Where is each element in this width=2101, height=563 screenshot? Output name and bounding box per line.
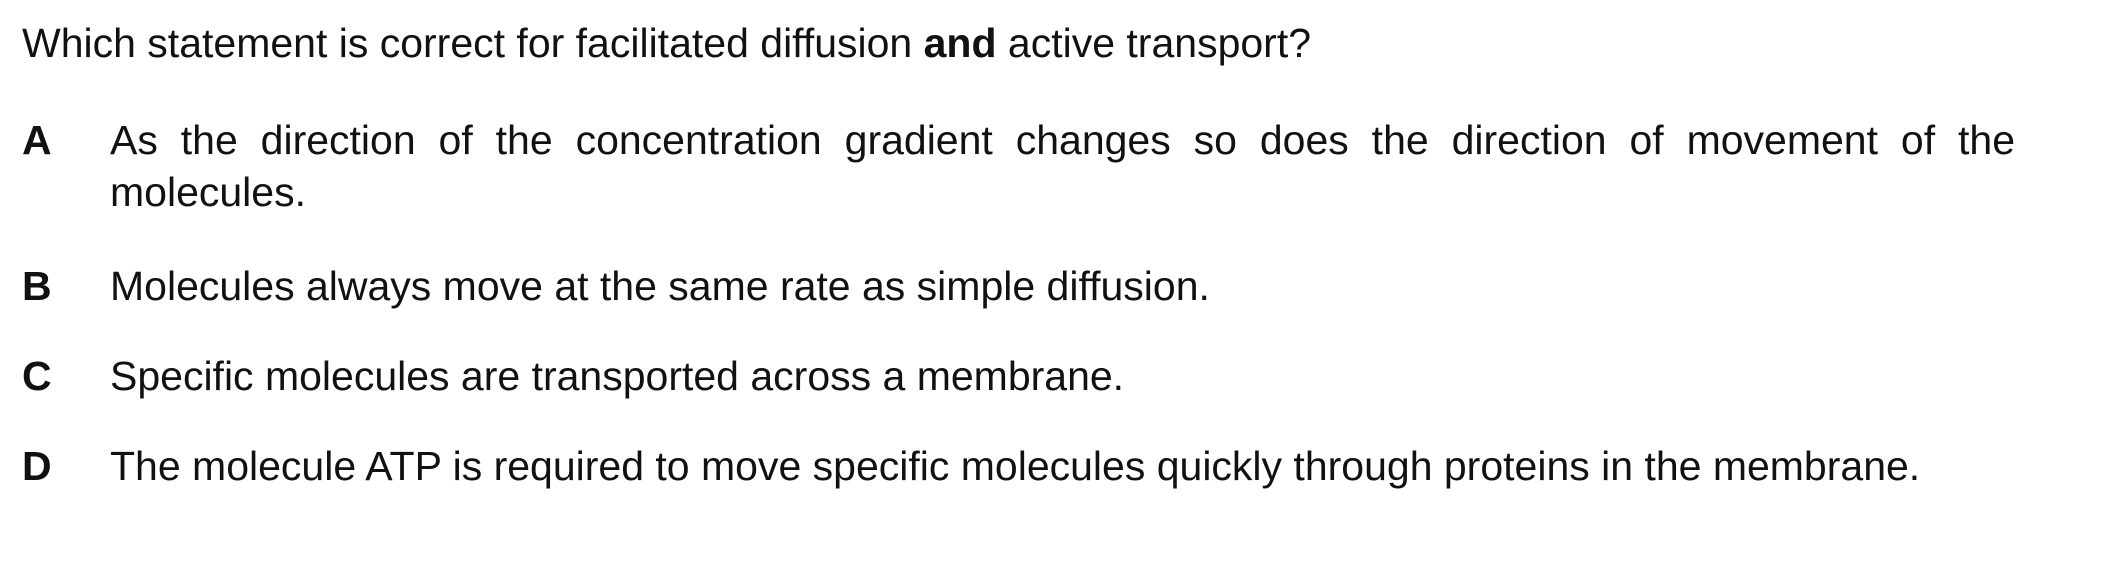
question-stem	[22, 17, 1311, 69]
option-b[interactable]	[22, 260, 2022, 312]
option-text: As the direction of the concentration gradient changes so does the direction of movement of the molecules.	[110, 117, 2015, 215]
option-text: The molecule ATP is required to move specific molecules quickly through proteins in the membrane.	[110, 443, 1921, 489]
option-letter: B	[22, 263, 52, 309]
option-letter: A	[22, 117, 52, 163]
option-a[interactable]	[22, 114, 2022, 218]
question-text-end: active transport?	[996, 20, 1312, 66]
option-letter: D	[22, 443, 52, 489]
question-text-start: Which statement is correct for facilitated diffusion	[22, 20, 924, 66]
option-c[interactable]	[22, 350, 2022, 402]
option-letter: C	[22, 353, 52, 399]
question-emphasis: and	[923, 20, 997, 66]
option-text: Specific molecules are transported across a membrane.	[110, 353, 1125, 399]
option-text: Molecules always move at the same rate as simple diffusion.	[110, 263, 1210, 309]
option-d[interactable]	[22, 440, 2022, 492]
